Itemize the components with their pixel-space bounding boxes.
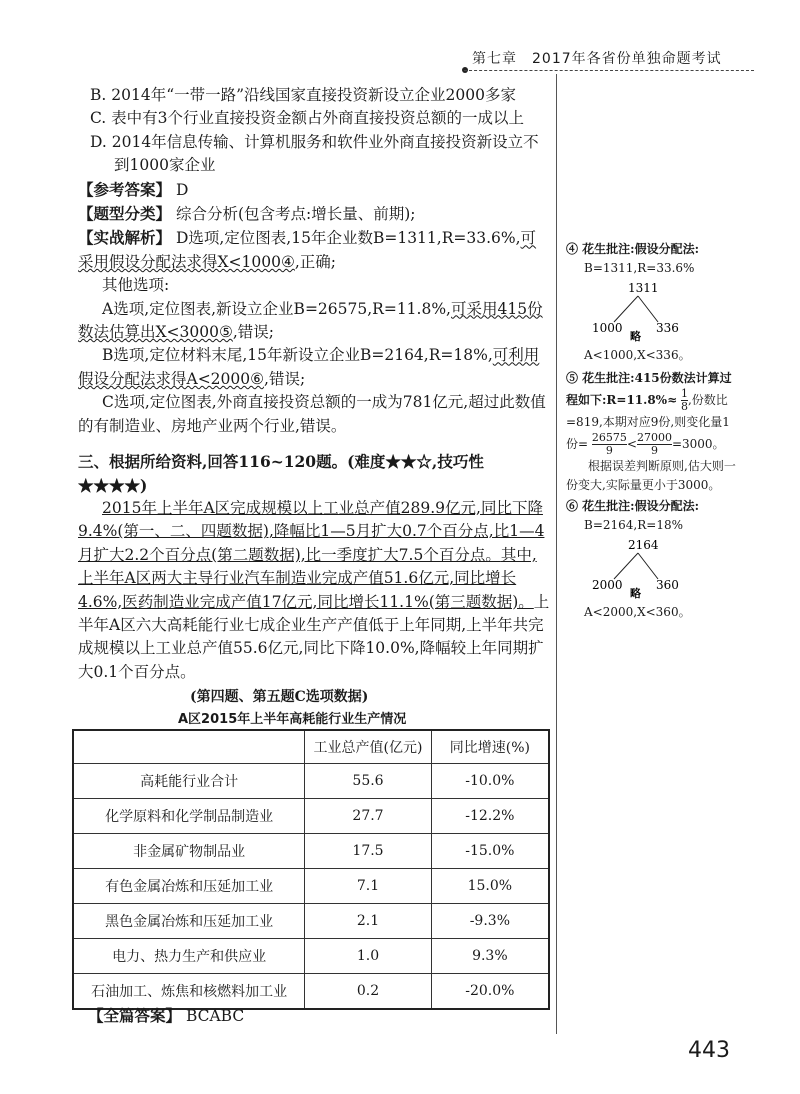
table-cell: 化学原料和化学制品制造业: [73, 799, 305, 834]
table-header-cell: 工业总产值(亿元): [305, 730, 431, 764]
reference-answer-label: 【参考答案】: [78, 179, 172, 199]
section-p1: 2015年上半年A区完成规模以上工业总产值289.9亿元,同比下降9.4%(第一、二、四题数据),降幅比1—5月扩大0.7个百分点,比1—4月扩大2.2个百分点(第二题数据),比一季度扩大7.5个百分点。: [78, 498, 545, 564]
note-4-result: A<1000,X<336。: [584, 348, 691, 362]
table-cell: 17.5: [305, 834, 431, 869]
frac-den: 9: [650, 444, 658, 457]
table-cell: 1.0: [305, 939, 431, 974]
table-cell: -10.0%: [431, 764, 549, 799]
full-answer: [88, 1004, 244, 1026]
sidenotes: [566, 240, 736, 622]
analysis-b-text: B选项,定位材料末尾,15年新设立企业B=2164,R=18%,: [102, 346, 493, 365]
section-p3: 上半年A区六大高耗能行业七成企业生产产值低于上年同期,上半年共完成规模以上工业总产值55.6亿元,同比下降10.0%,降幅较上年同期扩大0.1个百分点。: [78, 592, 550, 681]
section-paragraph-1: [78, 497, 550, 684]
full-answer-value: BCABC: [185, 1007, 245, 1025]
table-row: [73, 799, 549, 834]
table-cell: 电力、热力生产和供应业: [73, 939, 305, 974]
question-type-value: 综合分析(包含考点:增长量、前期);: [175, 205, 416, 224]
note-4-tree-left-branch: [614, 296, 638, 322]
table-cell: -15.0%: [431, 834, 549, 869]
table-cell: 有色金属冶炼和压延加工业: [73, 869, 305, 904]
note-4-tree-right: 336: [656, 321, 679, 335]
note-4-title: [566, 240, 736, 259]
other-options: 其他选项:: [102, 276, 170, 295]
option-b: B. 2014年“一带一路”沿线国家直接投资新设立企业2000多家: [90, 86, 516, 104]
table-header-cell: [73, 730, 305, 764]
table-header-row: [73, 730, 549, 764]
section-title: 三、根据所给资料,回答116~120题。(难度★★☆,技巧性★★★★): [78, 452, 484, 495]
analysis-d-end: ,正确;: [294, 252, 337, 271]
note-6-title-text: ⑥ 花生批注:假设分配法:: [566, 499, 700, 513]
note-6-tree: [566, 537, 716, 599]
table-cell: 高耗能行业合计: [73, 764, 305, 799]
note-5: [566, 369, 736, 457]
table-row: [73, 939, 549, 974]
table-cell: 15.0%: [431, 869, 549, 904]
analysis-a-method: 可采用415份数法估算出X<3000⑤: [78, 299, 543, 342]
table-cell: -9.3%: [431, 904, 549, 939]
analysis-b: [78, 344, 550, 391]
analysis-c: C选项,定位图表,外商直接投资总额的一成为781亿元,超过此数值的有制造业、房地产业两个行业,错误。: [78, 393, 546, 435]
note-6-line: B=2164,R=18%: [584, 518, 683, 532]
analysis: [78, 226, 550, 274]
analysis-d-text: D选项,定位图表,15年企业数B=1311,R=33.6%,: [175, 229, 521, 248]
note-4-tree-mid: 略: [630, 330, 641, 342]
table-cell: 0.2: [305, 974, 431, 1010]
chapter-header: 第七章 2017年各省份单独命题考试: [472, 51, 722, 67]
note-6-tree-mid: 略: [630, 587, 641, 599]
table-cell: -20.0%: [431, 974, 549, 1010]
frac-den: 9: [605, 444, 613, 457]
note-5-text-a: ,份数比=819,本期对应9份,则变化量1份=: [566, 393, 730, 451]
frac-num: 27000: [636, 431, 672, 444]
analysis-a-text: A选项,定位图表,新设立企业B=26575,R=11.8%,: [102, 299, 451, 318]
data-table: [72, 729, 550, 1010]
note-4-tree-left: 1000: [592, 321, 623, 335]
frac-num: 1: [680, 387, 688, 400]
note-5-note: 根据误差判断原则,估大则一份变大,实际量更小于3000。: [566, 459, 736, 492]
main-column: [78, 84, 550, 684]
table-cell: 黑色金属冶炼和压延加工业: [73, 904, 305, 939]
table-cell: 石油加工、炼焦和核燃料加工业: [73, 974, 305, 1010]
page-number: 443: [688, 1038, 730, 1063]
option-d: D. 2014年信息传输、计算机服务和软件业外商直接投资新设立不到1000家企业: [90, 132, 539, 175]
full-answer-label: 【全篇答案】: [88, 1006, 182, 1025]
frac-den: 8: [680, 400, 688, 413]
note-5-text-b: <: [626, 437, 637, 451]
table-row: [73, 904, 549, 939]
note-6-tree-left-branch: [614, 553, 638, 579]
table-row: [73, 764, 549, 799]
note-6-tree-top: 2164: [628, 538, 659, 552]
reference-answer-value: D: [175, 180, 189, 199]
note-6-tree-right-branch: [638, 553, 658, 579]
note-4-tree-top: 1311: [628, 281, 659, 295]
table-cell: 55.6: [305, 764, 431, 799]
table-cell: 7.1: [305, 869, 431, 904]
question-type: [78, 202, 550, 226]
frac-num: 26575: [591, 431, 627, 444]
table-cell: 9.3%: [431, 939, 549, 974]
note-5-title: ⑤ 花生批注:415份数法计算过程如下:R=11.8%≈: [566, 371, 732, 407]
analysis-d-method: 可采用假设分配法求得X<1000④: [78, 229, 537, 271]
table-cell: 非金属矿物制品业: [73, 834, 305, 869]
note-4-line: B=1311,R=33.6%: [584, 261, 695, 275]
table-cell: -12.2%: [431, 799, 549, 834]
note-4-tree: [566, 280, 716, 342]
table-header-cell: 同比增速(%): [431, 730, 549, 764]
option-c: C. 表中有3个行业直接投资金额占外商直接投资总额的一成以上: [90, 109, 525, 128]
analysis-b-method: 可利用假设分配法求得A<2000⑥: [78, 346, 540, 388]
note-5-text-c: =3000。: [671, 437, 725, 451]
note-6-result: A<2000,X<360。: [584, 605, 691, 619]
table-caption-2: A区2015年上半年高耗能行业生产情况: [178, 712, 407, 727]
table-row: [73, 869, 549, 904]
analysis-label: 【实战解析】: [78, 228, 172, 248]
note-6-tree-right: 360: [656, 578, 679, 592]
table-caption-1: (第四题、第五题C选项数据): [190, 689, 369, 705]
note-6-title: [566, 497, 736, 516]
section-p2: 其中,上半年A区两大主导行业汽车制造业完成产值51.6亿元,同比增长4.6%,医药制造业完成产值17亿元,同比增长11.1%(第三题数据)。: [78, 545, 537, 611]
note-5-frac-3: [637, 432, 672, 457]
table-row: [73, 834, 549, 869]
table-cell: 27.7: [305, 799, 431, 834]
analysis-a-end: ,错误;: [232, 323, 275, 342]
table-cell: 2.1: [305, 904, 431, 939]
header-rule: [464, 70, 754, 71]
analysis-a: [78, 298, 550, 345]
question-type-label: 【题型分类】: [78, 204, 172, 224]
note-5-frac-1: [681, 388, 688, 413]
note-6-tree-left: 2000: [592, 578, 623, 592]
note-4-tree-right-branch: [638, 296, 658, 322]
note-5-frac-2: [592, 432, 627, 457]
note-4-title-text: ④ 花生批注:假设分配法:: [566, 242, 700, 256]
reference-answer: [78, 178, 550, 202]
margin-divider: [556, 74, 557, 1034]
analysis-b-end: ,错误;: [264, 369, 306, 388]
